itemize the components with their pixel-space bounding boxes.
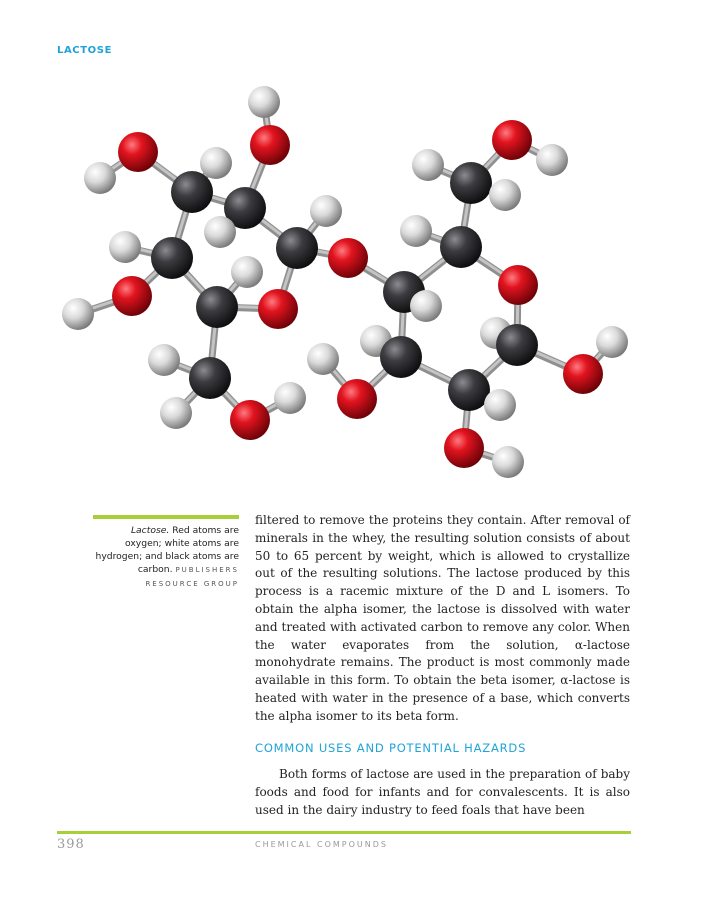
caption-rule [93,515,239,519]
carbon-atom [440,226,482,268]
paragraph: filtered to remove the proteins they contain. After removal of minerals in the whey, the resulting solution consists of about 50 to 65 percent by weight, which is allowed to crystallize out of the resulting solutions. The lactose produced by this process is a racemic mixture of the D and L isomers. To obtain the alpha isomer, the lactose is dissolved with water and treated with activated carbon to remove any color. When the water evaporates from the solution, α-lactose monohydrate remains. The product is most commonly made available in this form. To obtain the beta isomer, α-lactose is heated with water in the presence of a base, which converts the alpha isomer to its beta form. [255,513,630,723]
hydrogen-atom [310,195,342,227]
page-number: 398 [57,837,85,852]
hydrogen-atom [231,256,263,288]
hydrogen-atom [109,231,141,263]
oxygen-atom [498,265,538,305]
carbon-atom [189,357,231,399]
section-heading: COMMON USES AND POTENTIAL HAZARDS [255,741,527,755]
body-text [255,512,630,726]
hydrogen-atom [307,343,339,375]
carbon-atom [496,324,538,366]
oxygen-atom [328,238,368,278]
caption-credit: PUBLISHERS RESOURCE GROUP [145,566,239,588]
hydrogen-atom [148,344,180,376]
hydrogen-atom [484,389,516,421]
oxygen-atom [230,400,270,440]
hydrogen-atom [400,215,432,247]
hydrogen-atom [492,446,524,478]
hydrogen-atom [274,382,306,414]
lactose-molecule-model [50,70,670,490]
oxygen-atom [563,354,603,394]
running-head: LACTOSE [57,45,113,56]
body-text-continued [255,766,630,819]
hydrogen-atom [248,86,280,118]
book-title: CHEMICAL COMPOUNDS [255,840,388,849]
hydrogen-atom [84,162,116,194]
caption-text: Red atoms are oxygen; white atoms are hydrogen; and black atoms are carbon. [95,525,239,575]
hydrogen-atom [200,147,232,179]
carbon-atom [171,171,213,213]
carbon-atom [380,336,422,378]
carbon-atom [450,162,492,204]
oxygen-atom [258,289,298,329]
hydrogen-atom [62,298,94,330]
oxygen-atom [492,120,532,160]
footer-rule [57,831,631,834]
figure-caption [93,524,239,591]
oxygen-atom [250,125,290,165]
caption-title: Lactose. [130,525,170,536]
oxygen-atom [337,379,377,419]
hydrogen-atom [410,290,442,322]
oxygen-atom [444,428,484,468]
hydrogen-atom [160,397,192,429]
hydrogen-atom [489,179,521,211]
carbon-atom [448,369,490,411]
hydrogen-atom [412,149,444,181]
carbon-atom [151,237,193,279]
hydrogen-atom [596,326,628,358]
oxygen-atom [112,276,152,316]
carbon-atom [276,227,318,269]
paragraph: Both forms of lactose are used in the preparation of baby foods and food for infants and for convalescents. It is also used in the dairy industry to feed foals that have been [255,767,630,817]
hydrogen-atom [204,216,236,248]
carbon-atom [196,286,238,328]
oxygen-atom [118,132,158,172]
hydrogen-atom [536,144,568,176]
